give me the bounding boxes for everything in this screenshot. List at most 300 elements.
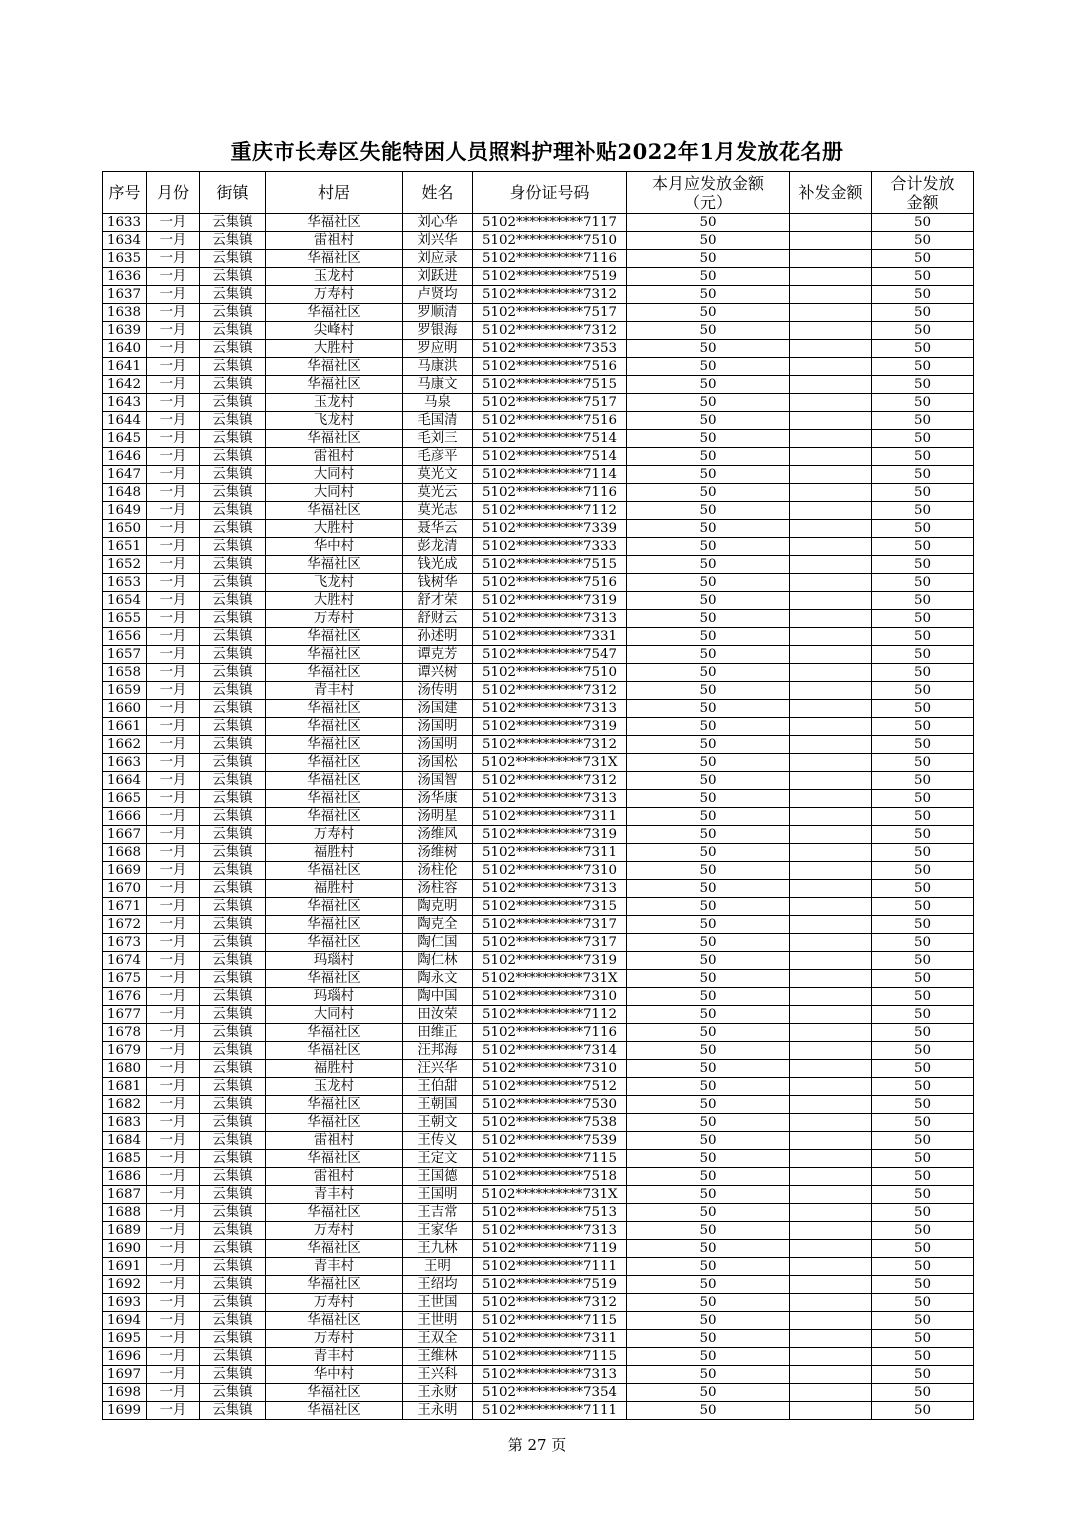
cell-total-amount: 50	[872, 1384, 974, 1402]
cell-total-amount: 50	[872, 394, 974, 412]
cell-name: 汤传明	[403, 682, 473, 700]
cell-supplement-amount	[790, 1402, 872, 1420]
cell-seq: 1680	[103, 1060, 147, 1078]
table-row	[103, 1384, 974, 1402]
cell-id-number: 5102**********7514	[473, 448, 627, 466]
table-row	[103, 808, 974, 826]
cell-town: 云集镇	[200, 610, 266, 628]
cell-id-number: 5102**********7115	[473, 1150, 627, 1168]
cell-monthly-amount: 50	[627, 448, 790, 466]
table-row	[103, 322, 974, 340]
cell-month: 一月	[147, 1096, 200, 1114]
cell-supplement-amount	[790, 1276, 872, 1294]
cell-id-number: 5102**********7310	[473, 988, 627, 1006]
cell-seq: 1639	[103, 322, 147, 340]
cell-month: 一月	[147, 214, 200, 232]
cell-month: 一月	[147, 232, 200, 250]
cell-village: 华福社区	[266, 934, 403, 952]
table-row	[103, 304, 974, 322]
cell-supplement-amount	[790, 610, 872, 628]
cell-seq: 1678	[103, 1024, 147, 1042]
cell-month: 一月	[147, 1150, 200, 1168]
cell-supplement-amount	[790, 286, 872, 304]
cell-seq: 1676	[103, 988, 147, 1006]
cell-town: 云集镇	[200, 556, 266, 574]
cell-seq: 1650	[103, 520, 147, 538]
cell-town: 云集镇	[200, 1096, 266, 1114]
cell-name: 汤国明	[403, 718, 473, 736]
cell-name: 毛刘三	[403, 430, 473, 448]
cell-town: 云集镇	[200, 880, 266, 898]
roster-table	[102, 171, 974, 1420]
cell-monthly-amount: 50	[627, 1258, 790, 1276]
cell-month: 一月	[147, 1204, 200, 1222]
cell-seq: 1698	[103, 1384, 147, 1402]
cell-village: 万寿村	[266, 1294, 403, 1312]
cell-month: 一月	[147, 466, 200, 484]
cell-village: 华福社区	[266, 1402, 403, 1420]
cell-village: 华福社区	[266, 772, 403, 790]
cell-month: 一月	[147, 574, 200, 592]
cell-village: 华福社区	[266, 1204, 403, 1222]
cell-town: 云集镇	[200, 1366, 266, 1384]
table-row	[103, 790, 974, 808]
cell-town: 云集镇	[200, 394, 266, 412]
cell-id-number: 5102**********7312	[473, 286, 627, 304]
table-row	[103, 466, 974, 484]
cell-total-amount: 50	[872, 1114, 974, 1132]
cell-supplement-amount	[790, 970, 872, 988]
cell-town: 云集镇	[200, 934, 266, 952]
cell-total-amount: 50	[872, 502, 974, 520]
cell-seq: 1682	[103, 1096, 147, 1114]
cell-total-amount: 50	[872, 988, 974, 1006]
cell-village: 万寿村	[266, 826, 403, 844]
cell-total-amount: 50	[872, 970, 974, 988]
cell-monthly-amount: 50	[627, 1042, 790, 1060]
cell-id-number: 5102**********731X	[473, 970, 627, 988]
cell-id-number: 5102**********7312	[473, 322, 627, 340]
cell-total-amount: 50	[872, 646, 974, 664]
cell-name: 刘心华	[403, 214, 473, 232]
cell-seq: 1644	[103, 412, 147, 430]
cell-town: 云集镇	[200, 1402, 266, 1420]
cell-supplement-amount	[790, 1168, 872, 1186]
table-row	[103, 682, 974, 700]
cell-supplement-amount	[790, 250, 872, 268]
cell-town: 云集镇	[200, 268, 266, 286]
cell-total-amount: 50	[872, 322, 974, 340]
cell-town: 云集镇	[200, 1294, 266, 1312]
cell-id-number: 5102**********7111	[473, 1402, 627, 1420]
cell-monthly-amount: 50	[627, 736, 790, 754]
cell-village: 飞龙村	[266, 574, 403, 592]
cell-supplement-amount	[790, 1312, 872, 1330]
cell-village: 大胜村	[266, 340, 403, 358]
table-row	[103, 1024, 974, 1042]
cell-name: 谭克芳	[403, 646, 473, 664]
cell-id-number: 5102**********7313	[473, 700, 627, 718]
cell-village: 华福社区	[266, 1384, 403, 1402]
cell-supplement-amount	[790, 214, 872, 232]
cell-id-number: 5102**********7319	[473, 952, 627, 970]
cell-id-number: 5102**********7313	[473, 1366, 627, 1384]
header-town: 街镇	[200, 172, 266, 214]
cell-supplement-amount	[790, 394, 872, 412]
cell-monthly-amount: 50	[627, 772, 790, 790]
cell-total-amount: 50	[872, 1078, 974, 1096]
table-row	[103, 268, 974, 286]
cell-supplement-amount	[790, 412, 872, 430]
table-row	[103, 646, 974, 664]
header-month: 月份	[147, 172, 200, 214]
cell-id-number: 5102**********7517	[473, 394, 627, 412]
cell-month: 一月	[147, 286, 200, 304]
cell-supplement-amount	[790, 556, 872, 574]
cell-supplement-amount	[790, 700, 872, 718]
cell-monthly-amount: 50	[627, 376, 790, 394]
cell-name: 王世明	[403, 1312, 473, 1330]
cell-seq: 1643	[103, 394, 147, 412]
cell-supplement-amount	[790, 646, 872, 664]
cell-month: 一月	[147, 1330, 200, 1348]
cell-village: 华福社区	[266, 754, 403, 772]
cell-supplement-amount	[790, 790, 872, 808]
table-row	[103, 556, 974, 574]
cell-town: 云集镇	[200, 1132, 266, 1150]
cell-month: 一月	[147, 1312, 200, 1330]
cell-town: 云集镇	[200, 1060, 266, 1078]
cell-seq: 1684	[103, 1132, 147, 1150]
cell-village: 雷祖村	[266, 232, 403, 250]
cell-month: 一月	[147, 1168, 200, 1186]
cell-monthly-amount: 50	[627, 1096, 790, 1114]
cell-village: 华福社区	[266, 1276, 403, 1294]
cell-supplement-amount	[790, 1366, 872, 1384]
cell-name: 汤明星	[403, 808, 473, 826]
cell-village: 华中村	[266, 1366, 403, 1384]
cell-monthly-amount: 50	[627, 484, 790, 502]
cell-town: 云集镇	[200, 988, 266, 1006]
cell-name: 陶中国	[403, 988, 473, 1006]
cell-name: 舒才荣	[403, 592, 473, 610]
cell-total-amount: 50	[872, 1150, 974, 1168]
cell-month: 一月	[147, 988, 200, 1006]
table-row	[103, 358, 974, 376]
cell-id-number: 5102**********7516	[473, 574, 627, 592]
table-row	[103, 862, 974, 880]
cell-seq: 1666	[103, 808, 147, 826]
cell-name: 王明	[403, 1258, 473, 1276]
cell-town: 云集镇	[200, 1312, 266, 1330]
table-row	[103, 1402, 974, 1420]
table-row	[103, 934, 974, 952]
cell-village: 万寿村	[266, 610, 403, 628]
cell-name: 罗应明	[403, 340, 473, 358]
cell-id-number: 5102**********7313	[473, 610, 627, 628]
table-row	[103, 1186, 974, 1204]
cell-id-number: 5102**********7515	[473, 556, 627, 574]
cell-village: 雷祖村	[266, 1168, 403, 1186]
cell-month: 一月	[147, 610, 200, 628]
cell-id-number: 5102**********7311	[473, 1330, 627, 1348]
cell-town: 云集镇	[200, 1330, 266, 1348]
cell-name: 王永明	[403, 1402, 473, 1420]
cell-name: 汤国建	[403, 700, 473, 718]
cell-seq: 1697	[103, 1366, 147, 1384]
cell-total-amount: 50	[872, 862, 974, 880]
cell-name: 卢贤均	[403, 286, 473, 304]
cell-name: 罗顺清	[403, 304, 473, 322]
cell-seq: 1679	[103, 1042, 147, 1060]
cell-name: 陶仁国	[403, 934, 473, 952]
cell-total-amount: 50	[872, 808, 974, 826]
table-row	[103, 484, 974, 502]
cell-seq: 1642	[103, 376, 147, 394]
cell-seq: 1662	[103, 736, 147, 754]
cell-monthly-amount: 50	[627, 916, 790, 934]
cell-village: 玉龙村	[266, 268, 403, 286]
cell-month: 一月	[147, 538, 200, 556]
cell-name: 王兴科	[403, 1366, 473, 1384]
cell-monthly-amount: 50	[627, 988, 790, 1006]
cell-town: 云集镇	[200, 502, 266, 520]
cell-month: 一月	[147, 1240, 200, 1258]
cell-village: 万寿村	[266, 286, 403, 304]
cell-supplement-amount	[790, 268, 872, 286]
cell-village: 华福社区	[266, 502, 403, 520]
cell-seq: 1663	[103, 754, 147, 772]
cell-supplement-amount	[790, 1258, 872, 1276]
cell-seq: 1648	[103, 484, 147, 502]
cell-name: 汤维风	[403, 826, 473, 844]
cell-id-number: 5102**********7315	[473, 898, 627, 916]
table-row	[103, 520, 974, 538]
cell-supplement-amount	[790, 1150, 872, 1168]
cell-seq: 1689	[103, 1222, 147, 1240]
cell-village: 华福社区	[266, 790, 403, 808]
cell-supplement-amount	[790, 592, 872, 610]
cell-monthly-amount: 50	[627, 1060, 790, 1078]
table-row	[103, 1168, 974, 1186]
cell-monthly-amount: 50	[627, 1222, 790, 1240]
cell-total-amount: 50	[872, 1276, 974, 1294]
cell-town: 云集镇	[200, 682, 266, 700]
cell-month: 一月	[147, 880, 200, 898]
cell-supplement-amount	[790, 772, 872, 790]
cell-town: 云集镇	[200, 592, 266, 610]
cell-village: 福胜村	[266, 880, 403, 898]
cell-month: 一月	[147, 1276, 200, 1294]
cell-name: 谭兴树	[403, 664, 473, 682]
cell-monthly-amount: 50	[627, 844, 790, 862]
cell-town: 云集镇	[200, 250, 266, 268]
cell-month: 一月	[147, 952, 200, 970]
cell-name: 王双全	[403, 1330, 473, 1348]
cell-monthly-amount: 50	[627, 502, 790, 520]
cell-monthly-amount: 50	[627, 700, 790, 718]
cell-name: 王家华	[403, 1222, 473, 1240]
cell-id-number: 5102**********7353	[473, 340, 627, 358]
cell-name: 刘跃进	[403, 268, 473, 286]
cell-seq: 1693	[103, 1294, 147, 1312]
cell-town: 云集镇	[200, 1384, 266, 1402]
cell-name: 王吉常	[403, 1204, 473, 1222]
cell-monthly-amount: 50	[627, 520, 790, 538]
cell-month: 一月	[147, 556, 200, 574]
cell-total-amount: 50	[872, 682, 974, 700]
cell-id-number: 5102**********7510	[473, 664, 627, 682]
cell-id-number: 5102**********7530	[473, 1096, 627, 1114]
cell-village: 华福社区	[266, 556, 403, 574]
cell-monthly-amount: 50	[627, 214, 790, 232]
header-row	[103, 172, 974, 214]
cell-town: 云集镇	[200, 574, 266, 592]
cell-town: 云集镇	[200, 970, 266, 988]
cell-supplement-amount	[790, 862, 872, 880]
cell-name: 刘兴华	[403, 232, 473, 250]
cell-village: 华福社区	[266, 1042, 403, 1060]
cell-village: 华福社区	[266, 664, 403, 682]
cell-seq: 1683	[103, 1114, 147, 1132]
table-row	[103, 1276, 974, 1294]
cell-name: 汤国智	[403, 772, 473, 790]
cell-month: 一月	[147, 772, 200, 790]
cell-supplement-amount	[790, 1114, 872, 1132]
cell-village: 青丰村	[266, 682, 403, 700]
cell-village: 华福社区	[266, 214, 403, 232]
cell-village: 华福社区	[266, 376, 403, 394]
cell-id-number: 5102**********7114	[473, 466, 627, 484]
cell-village: 飞龙村	[266, 412, 403, 430]
cell-village: 华中村	[266, 538, 403, 556]
cell-id-number: 5102**********7538	[473, 1114, 627, 1132]
cell-id-number: 5102**********7314	[473, 1042, 627, 1060]
cell-name: 王朝国	[403, 1096, 473, 1114]
cell-town: 云集镇	[200, 376, 266, 394]
cell-town: 云集镇	[200, 412, 266, 430]
cell-id-number: 5102**********7513	[473, 1204, 627, 1222]
cell-village: 华福社区	[266, 718, 403, 736]
cell-total-amount: 50	[872, 1222, 974, 1240]
cell-total-amount: 50	[872, 232, 974, 250]
cell-village: 华福社区	[266, 1024, 403, 1042]
cell-name: 田汝荣	[403, 1006, 473, 1024]
cell-seq: 1661	[103, 718, 147, 736]
table-row	[103, 1366, 974, 1384]
table-row	[103, 340, 974, 358]
cell-monthly-amount: 50	[627, 1006, 790, 1024]
table-row	[103, 1348, 974, 1366]
table-row	[103, 1150, 974, 1168]
cell-monthly-amount: 50	[627, 538, 790, 556]
cell-supplement-amount	[790, 574, 872, 592]
cell-id-number: 5102**********7331	[473, 628, 627, 646]
cell-monthly-amount: 50	[627, 394, 790, 412]
cell-total-amount: 50	[872, 790, 974, 808]
cell-name: 孙述明	[403, 628, 473, 646]
cell-id-number: 5102**********7115	[473, 1348, 627, 1366]
cell-name: 莫光志	[403, 502, 473, 520]
cell-id-number: 5102**********7311	[473, 808, 627, 826]
cell-monthly-amount: 50	[627, 232, 790, 250]
cell-village: 华福社区	[266, 808, 403, 826]
cell-month: 一月	[147, 646, 200, 664]
cell-month: 一月	[147, 1402, 200, 1420]
cell-id-number: 5102**********7512	[473, 1078, 627, 1096]
cell-id-number: 5102**********7333	[473, 538, 627, 556]
cell-supplement-amount	[790, 358, 872, 376]
cell-id-number: 5102**********7517	[473, 304, 627, 322]
table-row	[103, 826, 974, 844]
cell-id-number: 5102**********7518	[473, 1168, 627, 1186]
cell-id-number: 5102**********7319	[473, 718, 627, 736]
cell-month: 一月	[147, 1060, 200, 1078]
cell-village: 华福社区	[266, 736, 403, 754]
cell-seq: 1636	[103, 268, 147, 286]
cell-village: 福胜村	[266, 844, 403, 862]
cell-total-amount: 50	[872, 286, 974, 304]
cell-total-amount: 50	[872, 214, 974, 232]
cell-id-number: 5102**********7112	[473, 1006, 627, 1024]
table-row	[103, 898, 974, 916]
cell-town: 云集镇	[200, 1150, 266, 1168]
cell-name: 毛彦平	[403, 448, 473, 466]
cell-total-amount: 50	[872, 268, 974, 286]
cell-total-amount: 50	[872, 592, 974, 610]
cell-total-amount: 50	[872, 358, 974, 376]
cell-monthly-amount: 50	[627, 1186, 790, 1204]
cell-seq: 1668	[103, 844, 147, 862]
table-row	[103, 1312, 974, 1330]
table-row	[103, 1060, 974, 1078]
cell-id-number: 5102**********7312	[473, 736, 627, 754]
cell-month: 一月	[147, 628, 200, 646]
cell-monthly-amount: 50	[627, 646, 790, 664]
cell-month: 一月	[147, 322, 200, 340]
cell-month: 一月	[147, 790, 200, 808]
cell-month: 一月	[147, 448, 200, 466]
cell-total-amount: 50	[872, 934, 974, 952]
cell-total-amount: 50	[872, 1168, 974, 1186]
cell-total-amount: 50	[872, 466, 974, 484]
table-row	[103, 1222, 974, 1240]
cell-seq: 1649	[103, 502, 147, 520]
cell-supplement-amount	[790, 682, 872, 700]
cell-total-amount: 50	[872, 1258, 974, 1276]
cell-seq: 1686	[103, 1168, 147, 1186]
cell-town: 云集镇	[200, 1078, 266, 1096]
cell-town: 云集镇	[200, 430, 266, 448]
cell-supplement-amount	[790, 1060, 872, 1078]
cell-seq: 1659	[103, 682, 147, 700]
cell-supplement-amount	[790, 1222, 872, 1240]
cell-supplement-amount	[790, 916, 872, 934]
cell-seq: 1637	[103, 286, 147, 304]
cell-name: 汤华康	[403, 790, 473, 808]
cell-id-number: 5102**********7116	[473, 484, 627, 502]
cell-id-number: 5102**********7310	[473, 1060, 627, 1078]
cell-village: 华福社区	[266, 898, 403, 916]
cell-town: 云集镇	[200, 952, 266, 970]
cell-village: 青丰村	[266, 1186, 403, 1204]
cell-village: 雷祖村	[266, 448, 403, 466]
cell-seq: 1635	[103, 250, 147, 268]
cell-id-number: 5102**********7515	[473, 376, 627, 394]
cell-supplement-amount	[790, 322, 872, 340]
cell-id-number: 5102**********7310	[473, 862, 627, 880]
cell-seq: 1633	[103, 214, 147, 232]
